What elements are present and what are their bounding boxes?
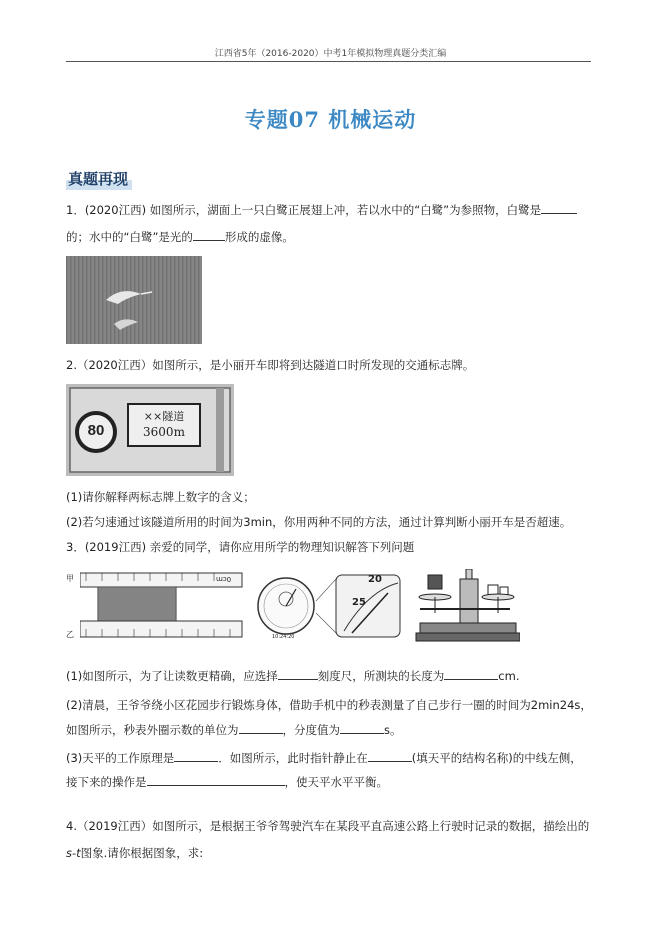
- balance-figure: [410, 569, 520, 645]
- q1-text-1: 1．(2020江西) 如图所示，湖面上一只白鹭正展翅上冲，若以水中的“白鹭”为参照物，白鹭是: [66, 203, 542, 217]
- page-title: 专题07 机械运动: [244, 107, 417, 132]
- q3-p2-text-d: s。: [384, 723, 402, 737]
- q3-p1-text-c: cm.: [498, 669, 520, 683]
- q3-p3-text-a: (3)天平的工作原理是: [66, 751, 175, 765]
- q3-intro: 3．(2019江西) 亲爱的同学，请你应用所学的物理知识解答下列问题: [66, 540, 415, 554]
- q3-blank-7: [147, 773, 285, 786]
- watch-time: 10:24:20: [272, 634, 295, 640]
- q3-blank-4: [340, 721, 384, 734]
- q1-text-2a: 的；水中的“白鹭”是光的: [66, 230, 193, 244]
- q4-line1: 4.（2019江西）如图所示，是根据王爷爷驾驶汽车在某段平直高速公路上行驶时记录的数据，描绘出的: [66, 819, 590, 833]
- stopwatch-figure: [256, 571, 404, 643]
- q4-line2: [66, 845, 606, 861]
- speed-limit-number: 80: [87, 422, 105, 439]
- ruler-label-a: 甲: [66, 574, 74, 583]
- q3-p1-text-a: (1)如图所示，为了让读数更精确，应选择: [66, 669, 278, 683]
- header-rule: [66, 61, 591, 62]
- section-label: 真题再现: [66, 168, 132, 190]
- q3-p2-text-c: ，分度值为: [282, 723, 340, 737]
- q1-line1: [66, 201, 606, 218]
- q1-line2: [66, 228, 606, 245]
- q2-part1: (1)请你解释两标志牌上数字的含义；: [66, 490, 255, 504]
- egret-photo-art: [66, 256, 202, 344]
- running-header: 江西省5年（2016-2020）中考1年模拟物理真题分类汇编: [214, 49, 447, 59]
- q3-p3-text-b: ．如图所示，此时指针静止在: [218, 751, 368, 765]
- q3-part1: [66, 667, 606, 684]
- q3-p2-text-b: 如图所示，秒表外圈示数的单位为: [66, 723, 239, 737]
- q4-text-2: 图象.请你根据图象，求:: [80, 846, 204, 860]
- q3-part2-line1: (2)清晨，王爷爷绕小区花园步行锻炼身体，借助手机中的秒表测量了自己步行一圈的时间为2min24s，: [66, 698, 592, 712]
- q3-p3-text-e: ，使天平水平平衡。: [284, 775, 388, 789]
- q3-blank-3: [239, 721, 283, 734]
- ruler-figure: [66, 571, 246, 643]
- tunnel-name: ××隧道: [143, 410, 185, 423]
- ruler-unit: 0cm: [216, 575, 232, 583]
- q2-part2: (2)若匀速通过该隧道所用的时间为3min，你用两种不同的方法，通过计算判断小丽开车是否超速。: [66, 515, 572, 529]
- q3-part2-line2: [66, 721, 606, 738]
- dial-small-number: 25: [352, 597, 366, 608]
- dial-big-number: 20: [368, 574, 382, 585]
- q3-p3-text-c: (填天平的结构名称)的中线左侧，: [411, 751, 582, 765]
- q1-text-2b: 形成的虚像。: [224, 230, 294, 244]
- traffic-sign-photo: [66, 384, 234, 476]
- q1-blank-1: [541, 201, 577, 214]
- q3-blank-2: [444, 667, 498, 680]
- q4-variable: s-t: [66, 846, 81, 860]
- q3-part3-line2: [66, 773, 606, 790]
- q3-p3-text-d: 接下来的操作是: [66, 775, 147, 789]
- q3-part3-line1: [66, 749, 606, 766]
- q2-intro: 2.（2020江西）如图所示，是小丽开车即将到达隧道口时所发现的交通标志牌。: [66, 358, 475, 372]
- q3-blank-5: [174, 749, 218, 762]
- q1-blank-2: [193, 228, 225, 241]
- balance-art: [410, 569, 520, 645]
- ruler-label-b: 乙: [66, 630, 74, 639]
- q3-p1-text-b: 刻度尺，所测块的长度为: [317, 669, 445, 683]
- tunnel-length: 3600m: [143, 425, 185, 439]
- egret-photo: [66, 256, 202, 344]
- q3-blank-6: [368, 749, 412, 762]
- q3-blank-1: [278, 667, 318, 680]
